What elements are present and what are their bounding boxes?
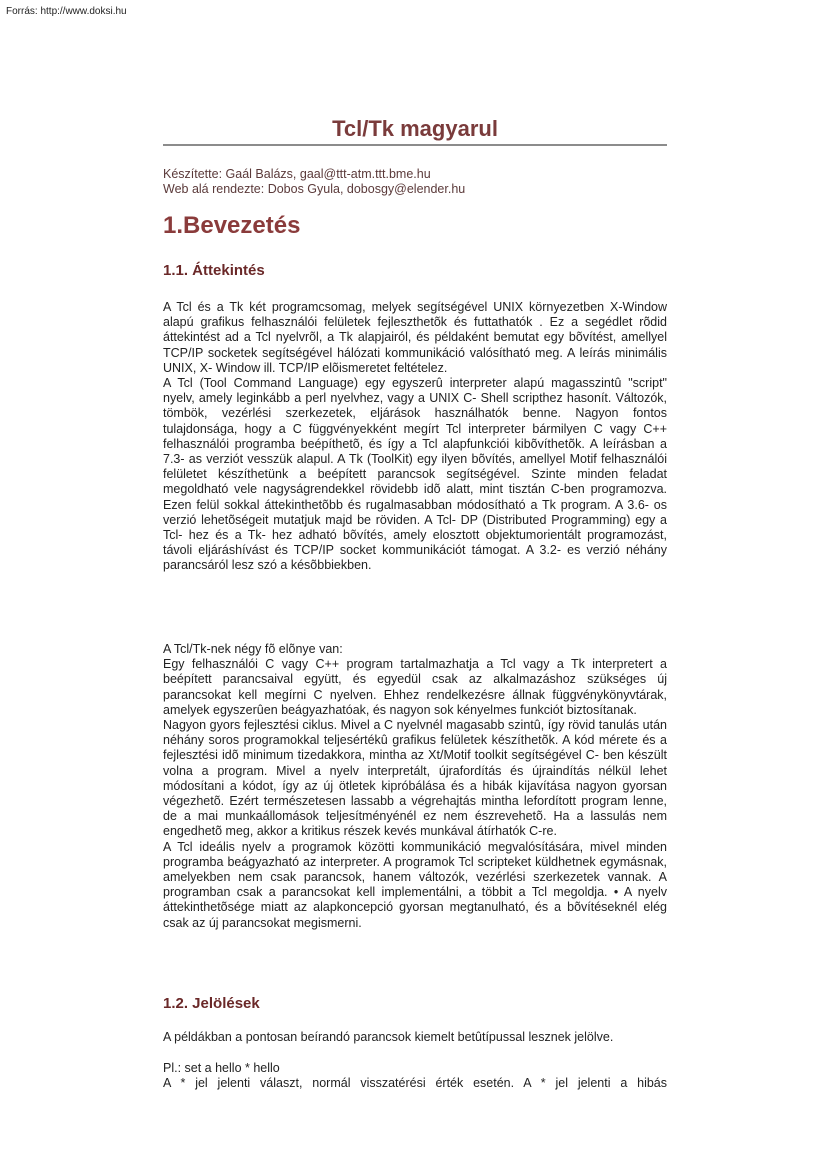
notation-explanation: A * jel jelenti választ, normál visszatérési érték esetén. A * jel jelenti a hibás bbox=[163, 1076, 667, 1090]
paragraph: A Tcl (Tool Command Language) egy egyszerû interpreter alapú magasszintû "script" nyelv, amely leginkább a perl nyelvhez, vagy a UNIX C- Shell scripthez hasonít. Változók, tömbök, vezérlési szerkezetek, eljárások használhatók benne. Nagyon fontos tulajdonsága, hogy a C függvényekként megírt Tcl interpreter bármilyen C vagy C++ felhasználói programba beépíthetõ, és így a Tcl alapfunkciói kibõvíthetõk. A leírásban a 7.3- as verziót vesszük alapul. A Tk (ToolKit) egy ilyen bõvítés, amellyel Motif felhasználói felületet készíthetünk a beépített parancsok segítségével. Szinte minden feladat megoldható vele nagyságrendekkel rövidebb idõ alatt, mint tisztán C-ben programozva. Ezen felül sokkal áttekinthetõbb és rugalmasabban módosítható a Tk program. A 3.6- os verzió lehetõségeit mutatjuk majd be röviden. A Tcl- DP (Distributed Programming) egy a Tcl- hez és a Tk- hez adható bõvítés, amely elosztott objektumorientált programozást, távoli eljáráshívást és TCP/IP socket kommunikációt támogat. A 3.2- es verzió néhány parancsáról lesz szó a késõbbiekben. bbox=[163, 376, 667, 573]
paragraph: A Tcl/Tk-nek négy fõ elõnye van: bbox=[163, 642, 343, 656]
credit-web: Web alá rendezte: Dobos Gyula, dobosgy@elender.hu bbox=[163, 182, 466, 196]
paragraph: Egy felhasználói C vagy C++ program tartalmazhatja a Tcl vagy a Tk interpretert a beépített parancsaival együtt, és egyedül csak az alkalmazáshoz szükséges új parancsokat kell megírni C nyelven. Ehhez rendelkezésre állnak függvénykönyvtárak, amelyek egyszerûen beágyazhatóak, és nagyon sok kényelmes funkciót biztosítanak. bbox=[163, 657, 667, 717]
document-title: Tcl/Tk magyarul bbox=[332, 116, 498, 141]
credits-block bbox=[163, 167, 465, 197]
paragraph: A Tcl és a Tk két programcsomag, melyek segítségével UNIX környezetben X-Window alapú grafikus felhasználói felületek fejleszthetõk és futtathatók . Ez a segédlet rõdid áttekintést ad a Tcl nyelvrõl, a Tk alapjairól, és példaként bemutat egy bõvítést, amellyel TCP/IP socketek segítségével hálózati kommunikáció valósítható meg. A leírás minimális UNIX, X- Window ill. TCP/IP elõismeretet feltételez. bbox=[163, 300, 667, 375]
advantages-body bbox=[163, 642, 667, 931]
source-line: Forrás: http://www.doksi.hu bbox=[6, 6, 127, 17]
credit-author: Készítette: Gaál Balázs, gaal@ttt-atm.ttt.bme.hu bbox=[163, 167, 431, 181]
paragraph: A Tcl ideális nyelv a programok közötti kommunikáció megvalósítására, mivel minden programba beágyazható az interpreter. A programok Tcl scripteket küldhetnek egymásnak, amelyekben nem csak parancsok, hanem változók, vezérlési szerkezetek vannak. A programban csak a parancsokat kell implementálni, a többit a Tcl megoldja. • A nyelv áttekinthetõsége miatt az alapkoncepció gyorsan megtanulható, és a bõvítéseknél elég csak az új parancsokat megismerni. bbox=[163, 839, 667, 930]
section-heading-overview: 1.1. Áttekintés bbox=[163, 262, 265, 279]
chapter-heading: 1.Bevezetés bbox=[163, 212, 301, 239]
notation-example: Pl.: set a hello * hello bbox=[163, 1061, 280, 1075]
overview-body bbox=[163, 300, 667, 574]
title-underline bbox=[163, 144, 667, 146]
notation-intro: A példákban a pontosan beírandó parancsok kiemelt betûtípussal lesznek jelölve. bbox=[163, 1030, 614, 1044]
paragraph: Nagyon gyors fejlesztési ciklus. Mivel a C nyelvnél magasabb szintû, így rövid tanulás után néhány soros programokkal teljesértékû grafikus felületek készíthetõk. A kód mérete és a fejlesztési idõ minimum tizedakkora, mintha az Xt/Motif toolkit segítségével C- ben készült volna a program. Mivel a nyelv interpretált, újrafordítás és újraindítás nélkül lehet módosítani a kódot, így az új ötletek kipróbálása és a hibák kijavítása nagyon gyorsan végezhetõ. Ezért természetesen lassabb a végrehajtás mintha lefordított program lenne, de a mai munkaállomások teljesítményénél ez nem észrevehetõ. Ha a lassulás nem engedhetõ meg, akkor a kritikus részek kevés munkával átírhatók C-re. bbox=[163, 718, 667, 839]
section-heading-notation: 1.2. Jelölések bbox=[163, 995, 260, 1012]
